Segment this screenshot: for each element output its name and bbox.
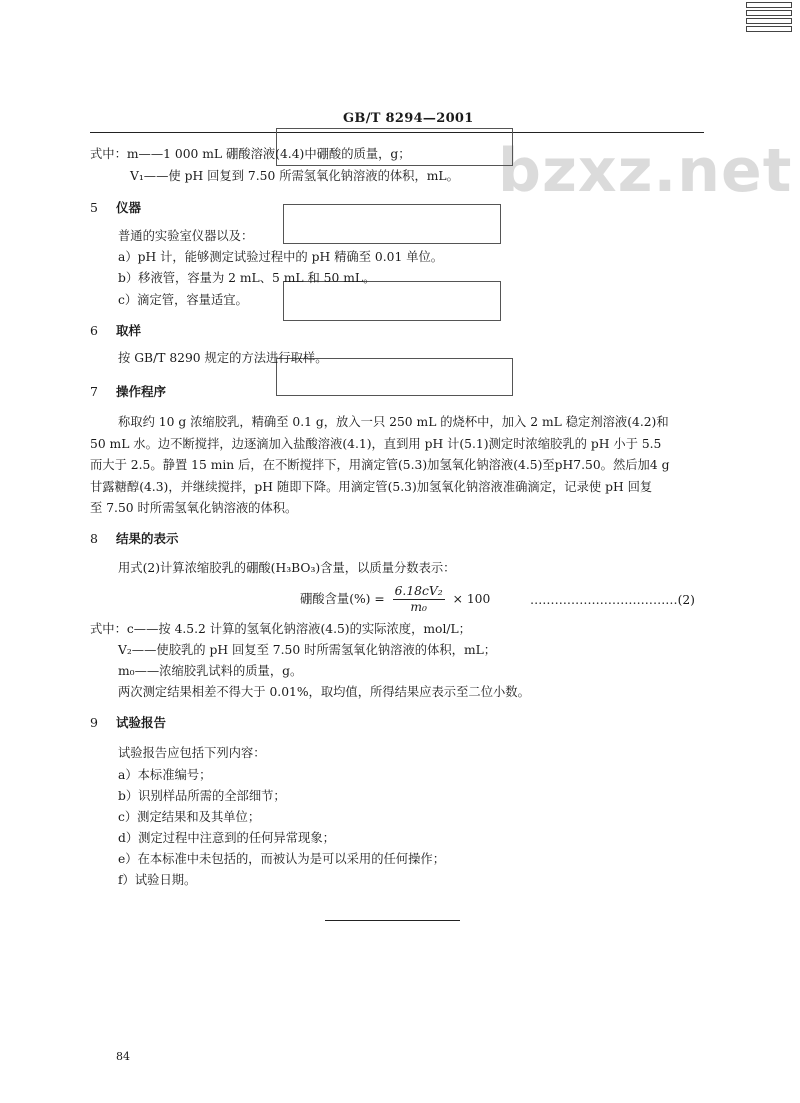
- formula-number: ………………………………(2): [530, 593, 695, 607]
- var-def-m: 式中：m——1 000 mL 硼酸溶液(4.4)中硼酸的质量，g；: [90, 147, 411, 161]
- formula-denominator: m₀: [410, 600, 427, 614]
- list-item: c）测定结果和及其单位；: [118, 810, 261, 824]
- section-9-heading: [90, 713, 166, 731]
- paragraph-line: 甘露糖醇(4.3)，并继续搅拌，pH 随即下降。用滴定管(5.3)加氢氧化钠溶液准确滴定，记录使 pH 回复: [90, 480, 653, 494]
- paragraph: 普通的实验室仪器以及：: [118, 229, 254, 243]
- end-rule: [325, 920, 460, 921]
- paragraph-line: 而大于 2.5。静置 15 min 后，在不断搅拌下，用滴定管(5.3)加氢氧化钠溶液(4.5)至pH7.50。然后加4 g: [90, 458, 670, 472]
- section-7-heading: [90, 382, 166, 400]
- list-item: e）在本标准中未包括的，而被认为是可以采用的任何操作；: [118, 852, 445, 866]
- list-item: f）试验日期。: [118, 873, 197, 887]
- formula-times: × 100: [452, 592, 491, 606]
- var-def-v2: V₂——使胶乳的 pH 回复至 7.50 时所需氢氧化钠溶液的体积，mL；: [118, 643, 497, 657]
- list-item: b）识别样品所需的全部细节；: [118, 789, 286, 803]
- paragraph-line: 称取约 10 g 浓缩胶乳，精确至 0.1 g，放入一只 250 mL 的烧杯中，加入 2 mL 稳定剂溶液(4.2)和: [118, 415, 669, 429]
- section-number: 7: [90, 384, 98, 399]
- section-title: 结果的表示: [116, 531, 179, 546]
- paragraph: 试验报告应包括下列内容：: [118, 746, 266, 760]
- section-title: 取样: [116, 323, 142, 338]
- list-item: a）pH 计，能够测定试验过程中的 pH 精确至 0.01 单位。: [118, 250, 444, 264]
- section-title: 试验报告: [116, 715, 167, 730]
- section-6-heading: [90, 321, 141, 339]
- list-item: a）本标准编号；: [118, 768, 212, 782]
- section-title: 操作程序: [116, 384, 167, 399]
- paragraph-line: 至 7.50 时所需氢氧化钠溶液的体积。: [90, 501, 298, 515]
- section-title: 仪器: [116, 200, 142, 215]
- paragraph: 按 GB/T 8290 规定的方法进行取样。: [118, 351, 328, 365]
- var-def-m0: m₀——浓缩胶乳试料的质量，g。: [118, 664, 303, 678]
- formula-fraction: [393, 584, 445, 615]
- list-item: d）测定过程中注意到的任何异常现象；: [118, 831, 335, 845]
- section-number: 8: [90, 531, 98, 546]
- standard-number-header: GB/T 8294—2001: [343, 111, 474, 126]
- annotation-box: [283, 204, 501, 244]
- section-8-heading: [90, 529, 179, 547]
- annotation-box: [283, 281, 501, 321]
- section-5-heading: [90, 198, 141, 216]
- page-number: 84: [116, 1050, 130, 1063]
- var-def-c: 式中：c——按 4.5.2 计算的氢氧化钠溶液(4.5)的实际浓度，mol/L；: [90, 622, 471, 636]
- section-number: 9: [90, 715, 98, 730]
- list-item: c）滴定管，容量适宜。: [118, 293, 248, 307]
- var-def-v1: V₁——使 pH 回复到 7.50 所需氢氧化钠溶液的体积，mL。: [130, 169, 459, 183]
- list-item: b）移液管，容量为 2 mL、5 mL 和 50 mL。: [118, 271, 376, 285]
- section-number: 5: [90, 200, 98, 215]
- formula-2: [300, 584, 490, 615]
- paragraph: 用式(2)计算浓缩胶乳的硼酸(H₃BO₃)含量，以质量分数表示：: [118, 561, 456, 575]
- formula-numerator: 6.18cV₂: [394, 584, 443, 598]
- section-number: 6: [90, 323, 98, 338]
- watermark: bzxz.net: [498, 136, 793, 206]
- corner-tab-icon: [746, 2, 792, 36]
- formula-lhs: 硼酸含量(%) =: [300, 592, 385, 606]
- paragraph-line: 50 mL 水。边不断搅拌，边逐滴加入盐酸溶液(4.1)，直到用 pH 计(5.1)测定时浓缩胶乳的 pH 小于 5.5: [90, 437, 662, 451]
- paragraph: 两次测定结果相差不得大于 0.01%，取均值，所得结果应表示至二位小数。: [118, 685, 530, 699]
